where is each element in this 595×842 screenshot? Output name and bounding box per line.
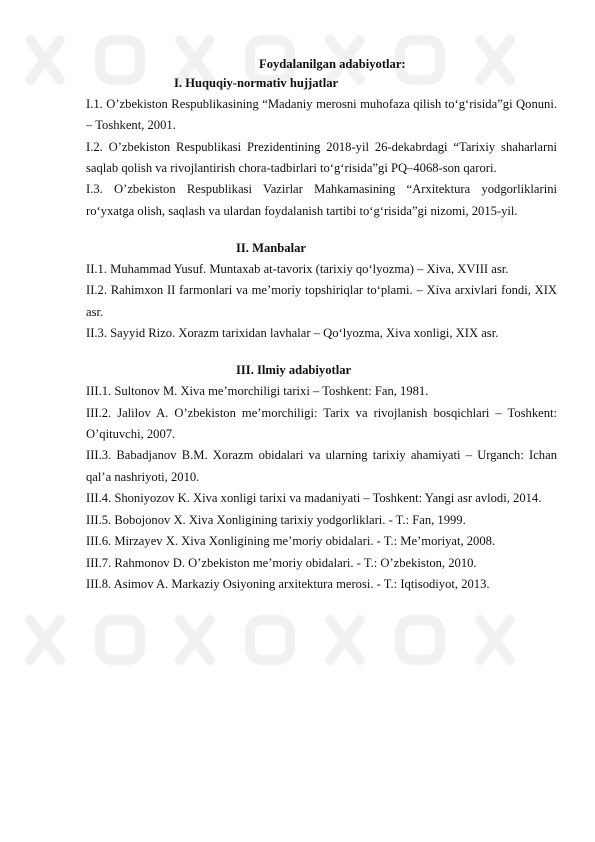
page-title: Foydalanilgan adabiyotlar: (259, 57, 406, 71)
bibliography-entry: III.3. Babadjanov B.M. Xorazm obidalari va ularning tarixiy ahamiyati – Urganch: Ichan qal’a nashriyoti, 2010. (86, 448, 557, 484)
section-heading-legal: I. Huquqiy-normativ hujjatlar (174, 76, 339, 90)
section-scholarly (86, 362, 557, 595)
bibliography-page (86, 56, 557, 596)
section-sources (86, 240, 557, 344)
bibliography-entry: III.5. Bobojonov X. Xiva Xonligining tarixiy yodgorliklari. - T.: Fan, 1999. (86, 512, 466, 527)
bibliography-entry: II.1. Muhammad Yusuf. Muntaxab at-tavorix (tarixiy qo‘lyozma) – Xiva, XVIII asr. (86, 261, 509, 276)
bibliography-entry: I.3. O’zbekiston Respublikasi Vazirlar Mahkamasining “Arxitektura yodgorliklarini ro‘yxatga olish, saqlash va ulardan foydalanish tartibi to‘g‘risida”gi nizomi, 2015-yil. (86, 182, 557, 218)
bibliography-entry: II.3. Sayyid Rizo. Xorazm tarixidan lavhalar – Qo‘lyozma, Xiva xonligi, XIX asr. (86, 326, 499, 341)
bibliography-entry: III.2. Jalilov A. O’zbekiston me’morchiligi: Tarix va rivojlanish bosqichlari – Toshkent: O’qituvchi, 2007. (86, 405, 557, 441)
section-legal (86, 75, 557, 222)
section-heading-sources: II. Manbalar (236, 240, 306, 255)
bibliography-entry: III.1. Sultonov M. Xiva me’morchiligi tarixi – Toshkent: Fan, 1981. (86, 384, 429, 399)
section-heading-scholarly: III. Ilmiy adabiyotlar (236, 363, 352, 378)
bibliography-entry: III.7. Rahmonov D. O’zbekiston me’moriy obidalari. - T.: O’zbekiston, 2010. (86, 555, 477, 570)
bibliography-entry: I.1. O’zbekiston Respublikasining “Madaniy merosni muhofaza qilish to‘g‘risida”gi Qonuni. – Toshkent, 2001. (86, 97, 557, 133)
bibliography-entry: III.4. Shoniyozov K. Xiva xonligi tarixi va madaniyati – Toshkent: Yangi asr avlodi, 2014. (86, 491, 542, 506)
bibliography-entry: II.2. Rahimxon II farmonlari va me’moriy topshiriqlar to‘plami. – Xiva arxivlari fondi, XIX asr. (86, 283, 557, 319)
bibliography-entry: III.8. Asimov A. Markaziy Osiyoning arxitektura merosi. - T.: Iqtisodiyot, 2013. (86, 577, 490, 592)
bibliography-entry: III.6. Mirzayev X. Xiva Xonligining me’moriy obidalari. - T.: Me’moriyat, 2008. (86, 534, 496, 549)
bibliography-entry: I.2. O’zbekiston Respublikasi Prezidentining 2018-yil 26-dekabrdagi “Tarixiy shaharlarni saqlab qolish va rivojlantirish chora-tadbirlari to‘g‘risida”gi PQ–4068-son qarori. (86, 139, 557, 175)
